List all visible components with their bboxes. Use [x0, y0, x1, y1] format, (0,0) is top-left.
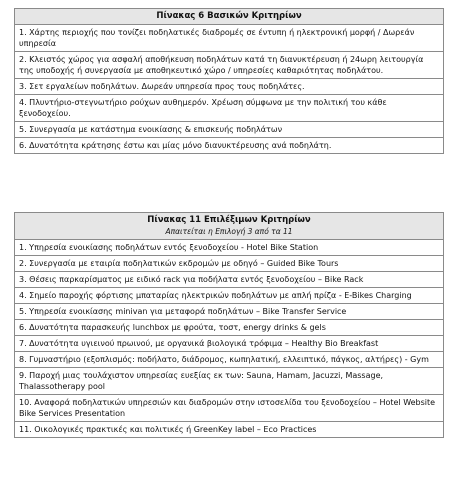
table-subtitle: Απαιτείται η Επιλογή 3 από τα 11 [165, 227, 293, 236]
criterion-cell: 5. Υπηρεσία ενοικίασης minivan για μεταφορά ποδηλάτων – Bike Transfer Service [15, 304, 444, 320]
eligible-criteria-table [14, 212, 444, 438]
table-title: Πίνακας 11 Επιλέξιμων Κριτηρίων [147, 215, 311, 225]
table-title: Πίνακας 6 Βασικών Κριτηρίων [15, 9, 444, 25]
table-row [15, 79, 444, 95]
criterion-cell: 2. Συνεργασία με εταιρία ποδηλατικών εκδρομών με οδηγό – Guided Bike Tours [15, 256, 444, 272]
table-row [15, 422, 444, 438]
table-row [15, 368, 444, 395]
table-row [15, 240, 444, 256]
table-row [15, 304, 444, 320]
table-row [15, 352, 444, 368]
criterion-cell: 4. Σημείο παροχής φόρτισης μπαταρίας ηλεκτρικών ποδηλάτων με απλή πρίζα - E-Bikes Charging [15, 288, 444, 304]
basic-criteria-table [14, 8, 444, 154]
criterion-cell: 9. Παροχή μιας τουλάχιστον υπηρεσίας ευεξίας εκ των: Sauna, Hamam, Jacuzzi, Massage, Thalassotherapy pool [15, 368, 444, 395]
table-row [15, 288, 444, 304]
table-title-cell [15, 213, 444, 240]
table-row [15, 25, 444, 52]
table-header-row [15, 213, 444, 240]
table-header-row [15, 9, 444, 25]
table-row [15, 122, 444, 138]
criterion-cell: 11. Οικολογικές πρακτικές και πολιτικές ή GreenKey label – Eco Practices [15, 422, 444, 438]
criterion-cell: 3. Θέσεις παρκαρίσματος με ειδικό rack για ποδήλατα εντός ξενοδοχείου – Bike Rack [15, 272, 444, 288]
criterion-cell: 6. Δυνατότητα κράτησης έστω και μίας μόνο διανυκτέρευσης ανά ποδηλάτη. [15, 138, 444, 154]
criterion-cell: 1. Υπηρεσία ενοικίασης ποδηλάτων εντός ξενοδοχείου - Hotel Bike Station [15, 240, 444, 256]
table-row [15, 320, 444, 336]
table-row [15, 95, 444, 122]
table-row [15, 138, 444, 154]
criterion-cell: 10. Αναφορά ποδηλατικών υπηρεσιών και διαδρομών στην ιστοσελίδα του ξενοδοχείου – Hotel Website Bike Services Presentation [15, 395, 444, 422]
table-row [15, 52, 444, 79]
criterion-cell: 5. Συνεργασία με κατάστημα ενοικίασης & επισκευής ποδηλάτων [15, 122, 444, 138]
criterion-cell: 7. Δυνατότητα υγιεινού πρωινού, με οργανικά βιολογικά τρόφιμα – Healthy Bio Breakfast [15, 336, 444, 352]
criterion-cell: 6. Δυνατότητα παρασκευής lunchbox με φρούτα, τοστ, energy drinks & gels [15, 320, 444, 336]
criterion-cell: 4. Πλυντήριο-στεγνωτήριο ρούχων αυθημερόν. Χρέωση σύμφωνα με την πολιτική του κάθε ξενοδοχείου. [15, 95, 444, 122]
criterion-cell: 8. Γυμναστήριο (εξοπλισμός: ποδήλατο, διάδρομος, κωπηλατική, ελλειπτικό, πάγκος, αλτήρες) - Gym [15, 352, 444, 368]
table-row [15, 395, 444, 422]
criterion-cell: 3. Σετ εργαλείων ποδηλάτων. Δωρεάν υπηρεσία προς τους ποδηλάτες. [15, 79, 444, 95]
criterion-cell: 2. Κλειστός χώρος για ασφαλή αποθήκευση ποδηλάτων κατά τη διανυκτέρευση ή 24ωρη λειτουργία της υποδοχής ή συνεργασία με αποθηκευτικό χώρο / υπηρεσίες καθαριότητας ποδηλάτου. [15, 52, 444, 79]
table-row [15, 272, 444, 288]
table-row [15, 256, 444, 272]
criterion-cell: 1. Χάρτης περιοχής που τονίζει ποδηλατικές διαδρομές σε έντυπη ή ηλεκτρονική μορφή / Δωρεάν υπηρεσία [15, 25, 444, 52]
table-row [15, 336, 444, 352]
